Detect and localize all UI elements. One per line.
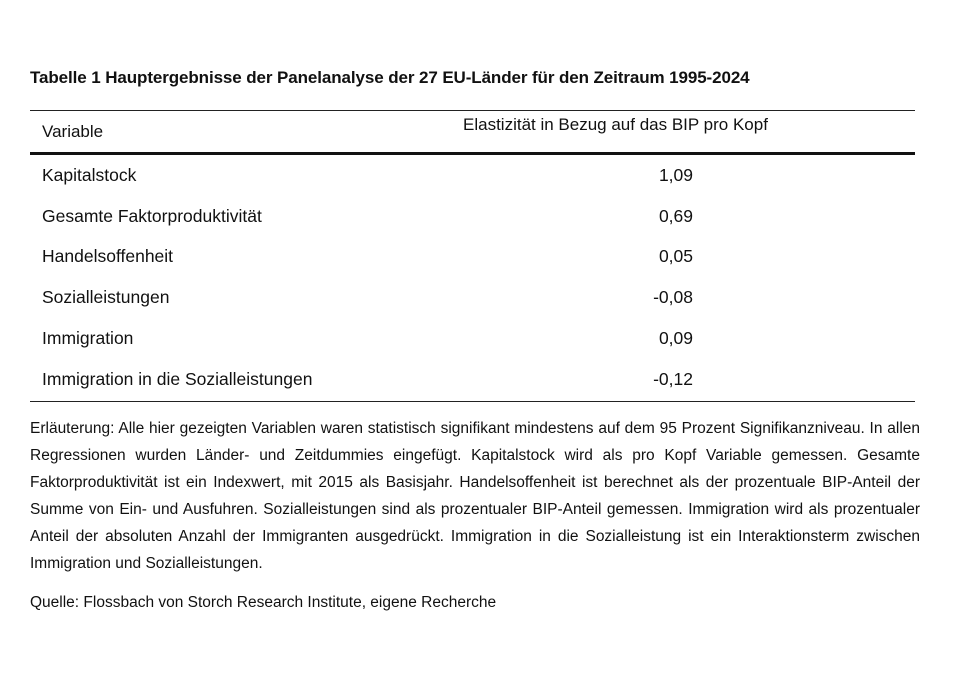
table-row — [30, 161, 915, 193]
row-variable: Gesamte Faktorproduktivität — [42, 206, 262, 226]
row-variable: Kapitalstock — [42, 165, 137, 185]
column-header-elasticity: Elastizität in Bezug auf das BIP pro Kopf — [463, 115, 768, 134]
row-variable: Immigration in die Sozialleistungen — [42, 369, 313, 389]
row-value: 0,05 — [658, 246, 693, 266]
table-row — [30, 283, 915, 315]
table-title: Tabelle 1 Hauptergebnisse der Panelanalyse der 27 EU-Länder für den Zeitraum 1995-2024 — [30, 68, 750, 87]
footnote-explanation: Erläuterung: Alle hier gezeigten Variablen waren statistisch signifikant mindestens auf dem 95 Prozent Signifikanzniveau. In allen Regressionen wurden Länder- und Zeitdummies eingefügt. Kapitalstock wird als pro Kopf Variable gemessen. Gesamte Faktorproduktivität ist ein Indexwert, mit 2015 als Basisjahr. Handelsoffenheit ist berechnet als der prozentuale BIP-Anteil der Summe von Ein- und Ausfuhren. Sozialleistungen sind als prozentualer BIP-Anteil gemessen. Immigration wird als prozentualer Anteil der absoluten Anzahl der Immigranten ausgedrückt. Immigration in die Sozialleistung ist ein Interaktionsterm zwischen Immigration und Sozialleistungen. — [30, 420, 920, 572]
row-value: -0,12 — [653, 369, 693, 389]
column-header-variable: Variable — [42, 122, 104, 141]
row-variable: Immigration — [42, 328, 134, 348]
table-top-rule — [30, 110, 915, 111]
footnote-source: Quelle: Flossbach von Storch Research Institute, eigene Recherche — [30, 594, 497, 611]
table-row — [30, 242, 915, 274]
table-row — [30, 324, 915, 356]
row-value: -0,08 — [653, 287, 693, 307]
row-variable: Sozialleistungen — [42, 287, 170, 307]
row-value: 0,69 — [658, 206, 693, 226]
table-row — [30, 365, 915, 397]
table-header-rule — [30, 152, 915, 155]
row-variable: Handelsoffenheit — [42, 246, 174, 266]
table-bottom-rule — [30, 401, 915, 402]
row-value: 1,09 — [658, 165, 693, 185]
row-value: 0,09 — [658, 328, 693, 348]
table-row — [30, 202, 915, 234]
